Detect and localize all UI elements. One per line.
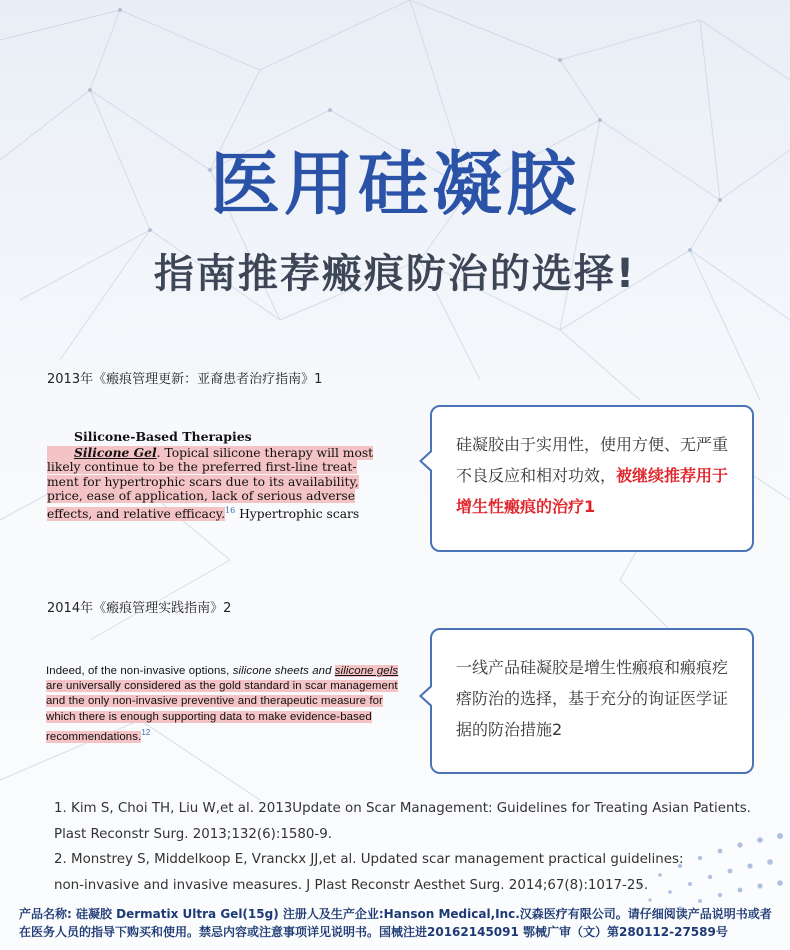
callout-emphasis: 被继续推荐用于增生性瘢痕的治疗1 [456,466,729,516]
excerpt-line: ment for hypertrophic scars due to its availability, [47,474,359,489]
page-title: 医用硅凝胶 [210,143,580,225]
excerpt-italic: silicone sheets and [232,665,332,677]
guideline-2014-label: 2014年《瘢痕管理实践指南》2 [47,601,232,616]
product-disclaimer [19,905,779,941]
guideline-2013-excerpt [47,430,392,522]
excerpt-trailing: Hypertrophic scars [235,507,360,522]
guideline-2013-callout [430,405,754,552]
guideline-2014-excerpt [46,664,399,745]
excerpt-line: . Topical silicone therapy will most [156,445,374,460]
disclaimer-line: 产品名称: 硅凝胶 Dermatix Ultra Gel(15g) 注册人及生产企业:Hanson Medical,Inc.汉森医疗有限公司。请仔细阅读产品说明书或者 [19,907,772,921]
disclaimer-line: 在医务人员的指导下购买和使用。禁忌内容或注意事项详见说明书。国械注进20162145091 鄂械广审（文）第280112-27589号 [19,925,728,939]
citation-superscript: 16 [224,505,236,515]
excerpt-line: likely continue to be the preferred first-line treat- [47,460,357,475]
guideline-2014-callout [430,628,754,774]
excerpt-highlight: are universally considered as the gold standard in scar management and the only non-invasive preventive and therapeutic measure for which there is enough supporting data to make evidence-based recommendations. [46,680,398,743]
reference-item: 2. Monstrey S, Middelkoop E, Vranckx JJ,et al. Updated scar management practical guidelines: non-invasive and invasive measures. J Plast Reconstr Aesthet Surg. 2014;67(8):1017-25. [54,852,684,893]
citation-superscript: 12 [141,727,151,737]
references-list [54,796,774,898]
callout-text: 一线产品硅凝胶是增生性瘢痕和瘢痕疙瘩防治的选择，基于充分的询证医学证据的防治措施2 [456,658,729,739]
excerpt-italic: silicone gels [334,665,399,677]
excerpt-intro: Indeed, of the non-invasive options, [46,665,233,677]
callout-text: 硅凝胶由于实用性，使用方便、无严重不良反应和相对功效， [456,435,729,485]
excerpt-lead: Silicone Gel [74,444,157,460]
excerpt-heading: Silicone-Based Therapies [74,429,252,444]
guideline-2013-label: 2013年《瘢痕管理更新：亚裔患者治疗指南》1 [47,372,323,387]
excerpt-line: price, ease of application, lack of serious adverse [47,489,356,504]
excerpt-line: effects, and relative efficacy. [47,507,225,522]
reference-item: 1. Kim S, Choi TH, Liu W,et al. 2013Update on Scar Management: Guidelines for Treating Asian Patients. Plast Reconstr Surg. 2013;132(6):1580-9. [54,801,751,842]
page-subtitle: 指南推荐瘢痕防治的选择! [153,251,637,297]
